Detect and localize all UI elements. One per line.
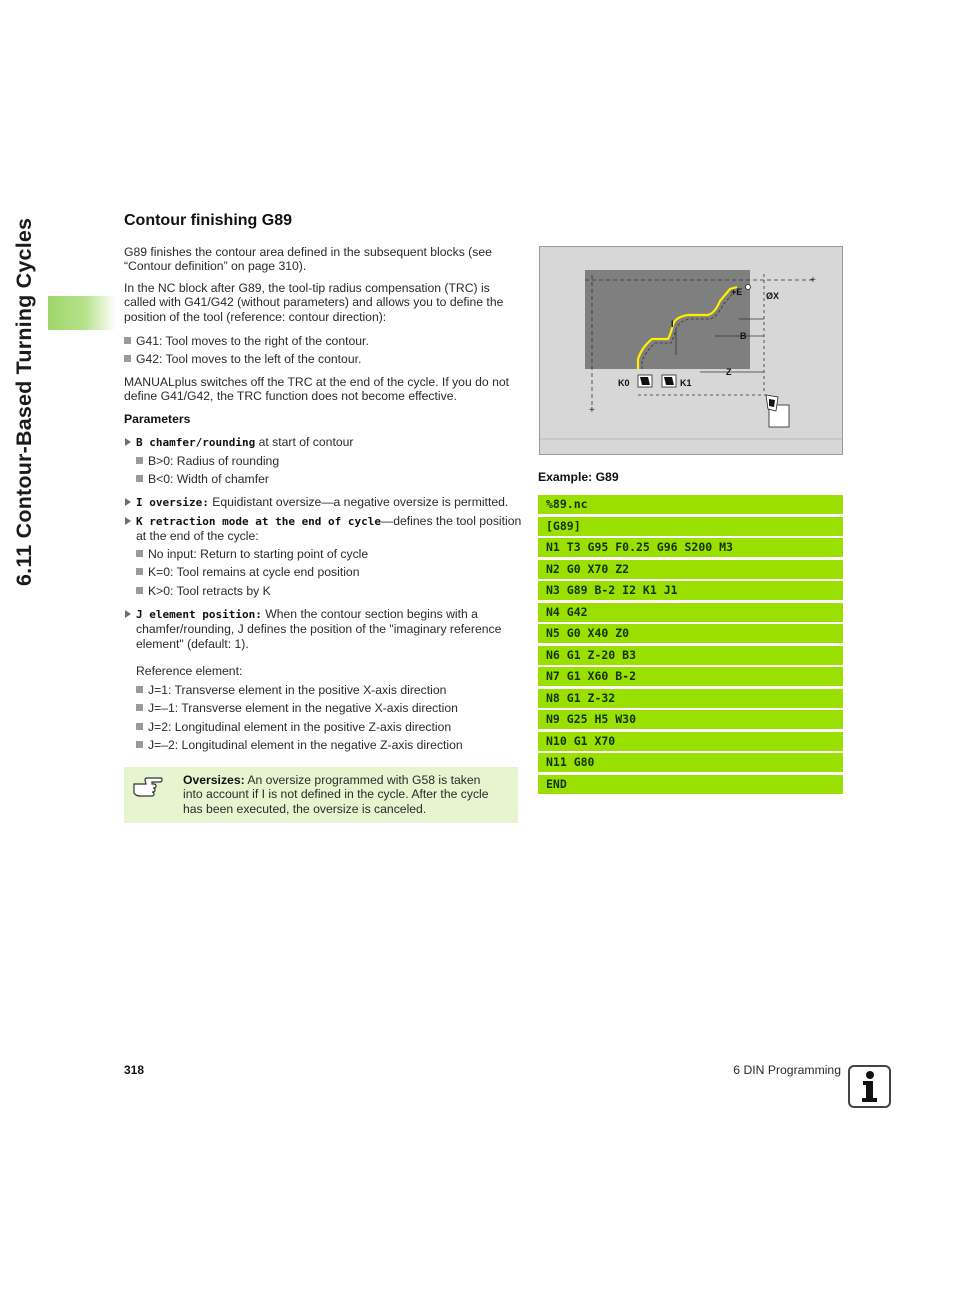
intro-paragraph-2: In the NC block after G89, the tool-tip radius compensation (TRC) is called with G41/G42 (without parameters) and allows you to define the position of the tool (reference: contour direction): [124,281,504,324]
square-bullet-icon [136,741,143,748]
k0-label: K0 [618,378,630,388]
k1-label: K1 [680,378,692,388]
b-label: B [740,331,747,341]
list-item: J=–2: Longitudinal element in the negative Z-axis direction [136,738,463,752]
tool-k1-icon [662,375,676,387]
square-bullet-icon [124,337,131,344]
example-label: Example: G89 [538,470,619,484]
square-bullet-icon [124,355,131,362]
z-label: Z [726,367,732,377]
parameters-heading: Parameters [124,412,191,426]
triangle-arrow-icon [125,498,131,506]
code-line: N8 G1 Z-32 [538,689,843,708]
chapter-footer: 6 DIN Programming [733,1063,841,1077]
list-item: K>0: Tool retracts by K [136,584,271,598]
triangle-arrow-icon [125,517,131,525]
code-line: [G89] [538,517,843,536]
list-item: K=0: Tool remains at cycle end position [136,565,359,579]
oversize-note [124,767,518,823]
note-text: Oversizes: An oversize programmed with G58 is taken into account if I is not defined in the cycle. After the cycle has been executed, the oversize is canceled. [183,773,489,816]
list-item: No input: Return to starting point of cycle [136,547,368,561]
list-item: J=2: Longitudinal element in the positive Z-axis direction [136,720,451,734]
code-line: N7 G1 X60 B-2 [538,667,843,686]
diameter-x-label: ØX [766,291,780,301]
triangle-arrow-icon [125,610,131,618]
intro-paragraph-1: G89 finishes the contour area defined in the subsequent blocks (see “Contour definition” on page 310). [124,245,492,274]
code-line: N2 G0 X70 Z2 [538,560,843,579]
square-bullet-icon [136,457,143,464]
code-line: N5 G0 X40 Z0 [538,624,843,643]
reference-element-label: Reference element: [136,664,243,678]
plus-marker: + [589,405,595,416]
start-point-marker [746,285,751,290]
square-bullet-icon [136,550,143,557]
tool-k0-icon [638,375,652,387]
list-item: J=1: Transverse element in the positive X-axis direction [136,683,446,697]
code-line: N10 G1 X70 [538,732,843,751]
square-bullet-icon [136,475,143,482]
plus-e-label: +E [731,287,743,297]
square-bullet-icon [136,704,143,711]
code-line: END [538,775,843,794]
code-line: N1 T3 G95 F0.25 G96 S200 M3 [538,538,843,557]
info-glyph [850,1067,889,1106]
contour-finishing-diagram [539,246,843,455]
page-number: 318 [124,1063,145,1077]
list-item: J=–1: Transverse element in the negative X-axis direction [136,701,458,715]
code-line: N9 G25 H5 W30 [538,710,843,729]
code-line: N3 G89 B-2 I2 K1 J1 [538,581,843,600]
info-icon [848,1065,891,1108]
list-item: B>0: Radius of rounding [136,454,279,468]
plus-marker: + [810,275,816,286]
square-bullet-icon [136,686,143,693]
chapter-tab-marker [48,296,116,330]
square-bullet-icon [136,568,143,575]
trc-note-paragraph: MANUALplus switches off the TRC at the end of the cycle. If you do not define G41/G42, the TRC function does not become effective. [124,375,510,404]
chapter-title: 6.11 Contour-Based Turning Cycles [12,217,36,586]
diagram-drawing [540,247,842,454]
tool-holder-icon [766,395,789,427]
code-line: N11 G80 [538,753,843,772]
param-k: K retraction mode at the end of cycle—defines the tool position at the end of the cycle: [136,514,522,544]
square-bullet-icon [136,587,143,594]
param-j: J element position: When the contour section begins with a chamfer/rounding, J defines the position of the "imaginary reference element" (default: 1). [136,607,502,651]
pointing-hand-icon [132,776,164,798]
list-item: B<0: Width of chamfer [136,472,269,486]
workpiece-block [585,270,750,369]
section-title: Contour finishing G89 [124,212,292,229]
code-line: N4 G42 [538,603,843,622]
triangle-arrow-icon [125,438,131,446]
param-i: I oversize: Equidistant oversize—a negative oversize is permitted. [136,495,509,509]
square-bullet-icon [136,723,143,730]
code-line: N6 G1 Z-20 B3 [538,646,843,665]
i-label: I [671,319,674,329]
list-item: G42: Tool moves to the left of the contour. [124,352,361,366]
param-b: B chamfer/rounding at start of contour [136,435,354,449]
code-line: %89.nc [538,495,843,514]
list-item: G41: Tool moves to the right of the contour. [124,334,369,348]
